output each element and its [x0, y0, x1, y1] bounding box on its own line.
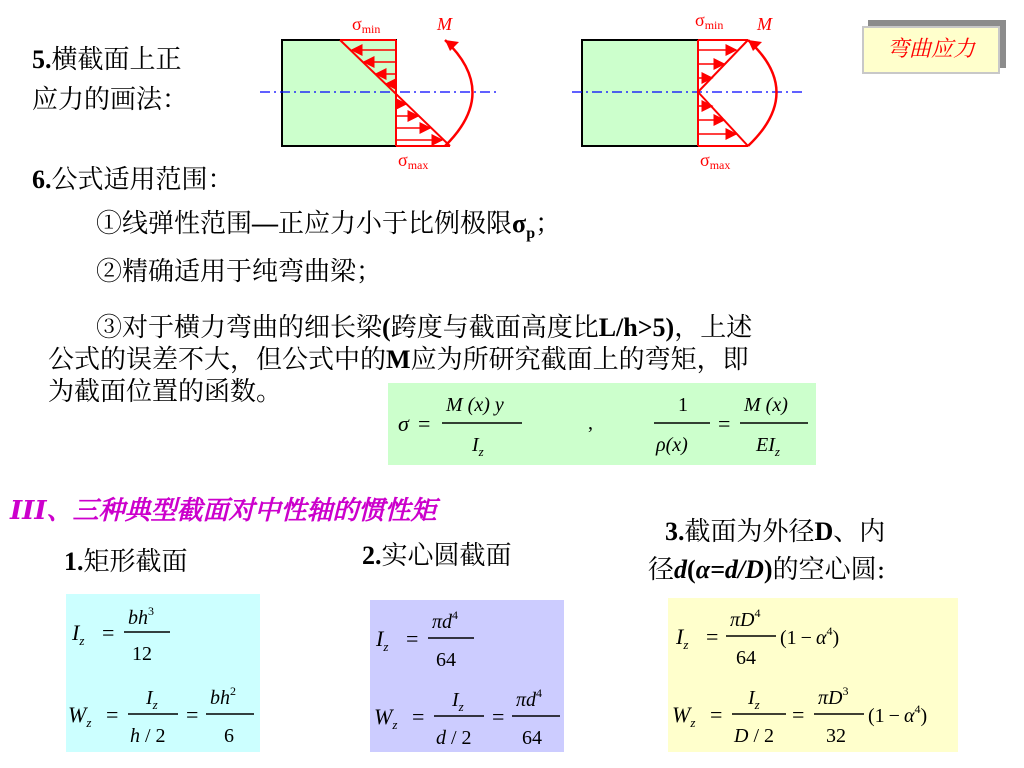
svg-text:64: 64	[736, 647, 756, 669]
svg-text:Wz: $W_z$	[68, 702, 92, 730]
item5-line2: 应力的画法：	[32, 85, 189, 115]
svg-text:bh3: $bh^3$	[128, 604, 154, 629]
diagram-left	[260, 14, 500, 172]
svg-text:=: =	[492, 704, 505, 729]
sigma-min-right: σmin	[695, 10, 724, 32]
stress-diagrams	[260, 0, 820, 180]
condition-3-line1: ③对于横力弯曲的细长梁(跨度与截面高度比L/h>5)，上述	[96, 313, 753, 343]
svg-text:32: 32	[826, 725, 846, 747]
hollow-title-line1: 3.截面为外径D、内	[665, 517, 886, 547]
svg-text:(1−α4): $(1 - \alpha^4)$	[780, 624, 840, 649]
svg-text:ρ(x): ρ(x)	[656, 434, 688, 456]
moment-label-left: M	[437, 14, 452, 34]
section-3-heading: III、三种典型截面对中性轴的惯性矩	[10, 496, 437, 526]
condition-3-line2: 公式的误差不大，但公式中的M应为所研究截面上的弯矩，即	[48, 345, 749, 375]
svg-text:64: 64	[522, 727, 542, 749]
svg-text:=: =	[102, 620, 115, 645]
svg-text:=: =	[418, 411, 431, 436]
svg-text:D / 2: D / 2	[734, 725, 775, 747]
svg-text:πd4: $\pi d^4$	[432, 608, 459, 633]
svg-text:Iz: $I_z$	[376, 626, 389, 654]
formula-hollow	[668, 598, 958, 752]
svg-text:σ: σ	[398, 411, 409, 436]
topic-badge: 弯曲应力	[862, 26, 1000, 74]
moment-arc-right	[748, 40, 777, 146]
svg-text:6: 6	[224, 725, 234, 747]
svg-text:=: =	[710, 702, 723, 727]
svg-text:=: =	[106, 702, 119, 727]
svg-text:Iz: $I_z$	[72, 620, 85, 648]
svg-text:Iz: $I_z$	[472, 434, 484, 459]
formula-rect	[66, 594, 260, 752]
beam-section-right	[582, 40, 698, 146]
svg-text:Iz: $I_z$	[452, 689, 464, 714]
svg-text:bh2: $bh^2$	[210, 684, 236, 709]
svg-text:=: =	[792, 702, 805, 727]
formula-box-main	[388, 383, 816, 465]
svg-text:πD3: $\pi D^3$	[818, 684, 849, 709]
svg-text:1: 1	[678, 394, 688, 416]
svg-text:Iz: $I_z$	[748, 687, 760, 712]
svg-text:64: 64	[436, 649, 456, 671]
formula-box-rect	[66, 594, 260, 752]
diagram-right	[572, 10, 805, 172]
condition-1: ①线弹性范围—正应力小于比例极限$\sigma_p$；	[96, 209, 562, 243]
svg-text:=: =	[718, 411, 731, 436]
sigma-min-left: σmin	[352, 14, 381, 36]
item5-line1: 5.横截面上正	[32, 45, 182, 75]
beam-section-left	[282, 40, 396, 146]
condition-3-line3: 为截面位置的函数。	[48, 377, 283, 407]
svg-text:=: =	[186, 702, 199, 727]
svg-text:d / 2: d / 2	[436, 727, 472, 749]
formula-box-solid	[370, 600, 564, 752]
svg-text:Wz: $W_z$	[374, 704, 398, 732]
svg-text:Wz: $W_z$	[672, 702, 696, 730]
sigma-max-left: σmax	[398, 150, 429, 172]
svg-text:M (x): M (x)	[744, 394, 788, 416]
svg-text:=: =	[412, 704, 425, 729]
formula-main	[388, 383, 816, 465]
svg-text:πD4: $\pi D^4$	[730, 606, 761, 631]
svg-text:Iz: $I_z$	[676, 624, 689, 652]
condition-2: ②精确适用于纯弯曲梁；	[96, 257, 383, 287]
moment-label-right: M	[757, 14, 772, 34]
svg-text:M (x) y: M (x) y	[446, 394, 504, 416]
svg-text:EIz: $EI_z$	[756, 434, 780, 459]
svg-text:12: 12	[132, 643, 152, 665]
moment-arc-left	[445, 40, 473, 146]
svg-text:=: =	[706, 624, 719, 649]
svg-text:(1−α4): $(1 - \alpha^4)$	[868, 702, 928, 727]
hollow-title-line2: 径d(α=d/D)的空心圆:	[648, 555, 886, 585]
svg-text:πd4: $\pi d^4$	[516, 686, 543, 711]
svg-text:=: =	[406, 626, 419, 651]
solid-title: 2.实心圆截面	[362, 541, 512, 571]
rect-title: 1.矩形截面	[64, 547, 188, 577]
svg-text:,: ,	[588, 412, 593, 434]
formula-solid	[370, 600, 564, 752]
sigma-max-right: σmax	[700, 150, 731, 172]
item6-title: 6.公式适用范围：	[32, 165, 234, 195]
formula-box-hollow	[668, 598, 958, 752]
svg-text:Iz: $I_z$	[146, 687, 158, 712]
svg-text:h / 2: h / 2	[130, 725, 166, 747]
